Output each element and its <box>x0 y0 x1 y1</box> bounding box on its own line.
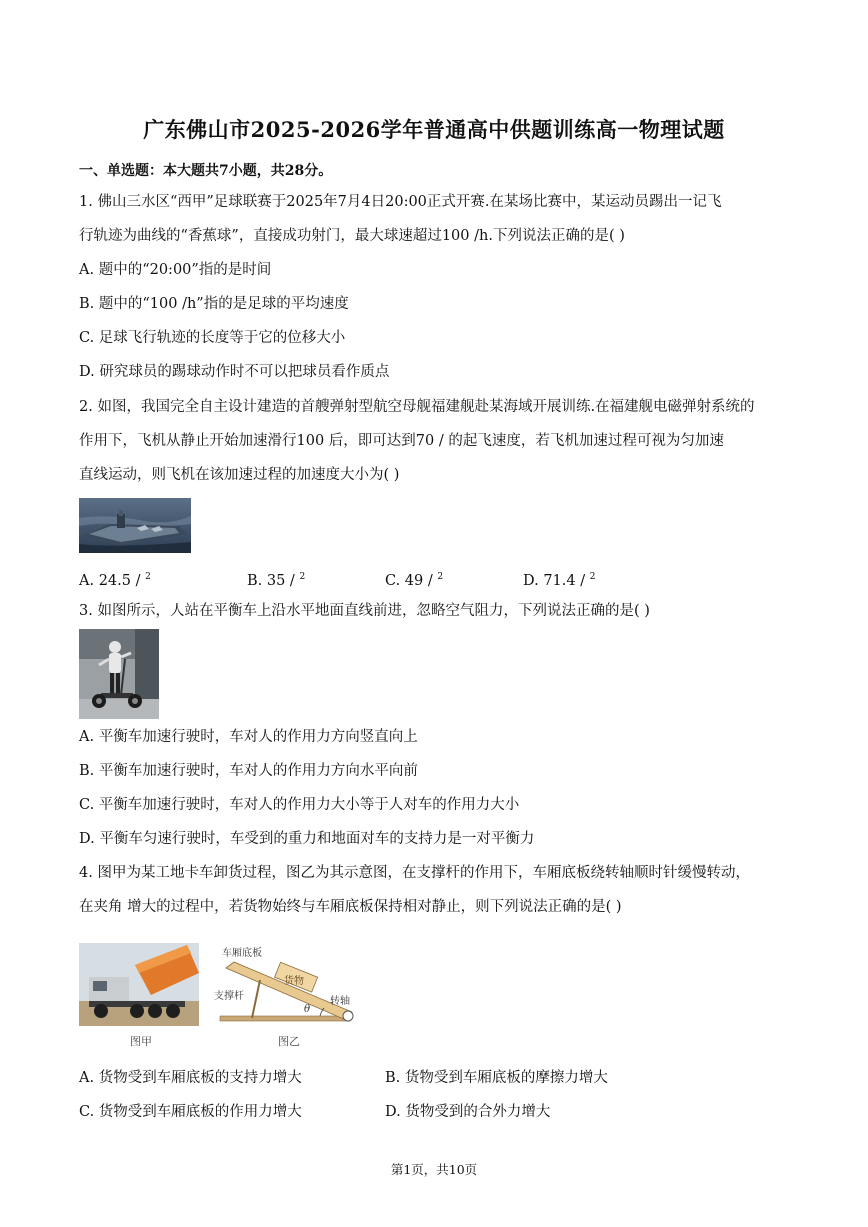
q1-option-d: D. 研究球员的踢球动作时不可以把球员看作质点 <box>79 364 390 380</box>
q4-option-d: D. 货物受到的合外力增大 <box>385 1104 551 1120</box>
q2-option-c-sup: 2 <box>437 572 444 582</box>
q1-option-b: B. 题中的“100 /h”指的是足球的平均速度 <box>79 296 349 312</box>
aircraft-carrier-photo <box>79 498 191 553</box>
page-footer: 第1页，共10页 <box>390 1162 478 1177</box>
q1-stem-line1: 1. 佛山三水区“西甲”足球联赛于2025年7月4日20:00正式开赛.在某场比赛中，某运动员踢出一记飞 <box>79 194 722 210</box>
q4-option-c: C. 货物受到车厢底板的作用力增大 <box>79 1104 302 1120</box>
q4-stem-line1: 4. 图甲为某工地卡车卸货过程，图乙为其示意图，在支撑杆的作用下，车厢底板绕转轴顺时针缓慢转动， <box>79 865 750 881</box>
q3-option-a: A. 平衡车加速行驶时，车对人的作用力方向竖直向上 <box>79 729 418 745</box>
q1-stem-line2: 行轨迹为曲线的“香蕉球”，直接成功射门，最大球速超过100 /h.下列说法正确的是( ) <box>79 228 625 244</box>
section-heading: 一、单选题：本大题共7小题，共28分。 <box>79 163 333 179</box>
balance-scooter-photo <box>79 629 159 719</box>
fig-jia-caption: 图甲 <box>130 1035 152 1048</box>
q2-option-d-text: D. 71.4 / <box>523 573 590 589</box>
dump-truck-photo <box>79 943 199 1026</box>
q2-option-b-text: B. 35 / <box>247 573 300 589</box>
q4-option-b: B. 货物受到车厢底板的摩擦力增大 <box>385 1070 608 1086</box>
q2-option-a <box>79 567 151 591</box>
label-theta: θ <box>304 1004 311 1015</box>
q2-option-b <box>247 567 305 591</box>
q2-stem-line2: 作用下，飞机从静止开始加速滑行100 后，即可达到70 / 的起飞速度，若飞机加速过程可视为匀加速 <box>79 433 724 449</box>
q2-stem-line3: 直线运动，则飞机在该加速过程的加速度大小为( ) <box>79 467 400 483</box>
page-title: 广东佛山市2025-2026学年普通高中供题训练高一物理试题 <box>143 117 725 142</box>
fig-yi-caption: 图乙 <box>278 1035 300 1048</box>
q3-option-b: B. 平衡车加速行驶时，车对人的作用力方向水平向前 <box>79 763 418 779</box>
q2-option-a-sup: 2 <box>145 572 151 582</box>
q2-stem-line1: 2. 如图，我国完全自主设计建造的首艘弹射型航空母舰福建舰赴某海域开展训练.在福建舰电磁弹射系统的 <box>79 399 755 415</box>
label-axis: 转轴 <box>330 996 350 1007</box>
q3-stem: 3. 如图所示，人站在平衡车上沿水平地面直线前进，忽略空气阻力，下列说法正确的是( ) <box>79 603 650 619</box>
label-board: 车厢底板 <box>222 948 262 959</box>
q2-option-c-text: C. 49 / <box>385 573 438 589</box>
q2-option-c <box>385 567 443 591</box>
q2-option-d-sup: 2 <box>589 572 596 582</box>
q3-option-c: C. 平衡车加速行驶时，车对人的作用力大小等于人对车的作用力大小 <box>79 797 520 813</box>
label-rod: 支撑杆 <box>214 991 244 1002</box>
q2-option-d <box>523 567 595 591</box>
label-cargo: 货物 <box>284 976 304 987</box>
q1-option-c: C. 足球飞行轨迹的长度等于它的位移大小 <box>79 330 346 346</box>
q4-option-a: A. 货物受到车厢底板的支持力增大 <box>79 1070 302 1086</box>
q4-stem-line2: 在夹角 增大的过程中，若货物始终与车厢底板保持相对静止，则下列说法正确的是( ) <box>79 899 622 915</box>
q1-option-a: A. 题中的“20:00”指的是时间 <box>79 262 272 278</box>
q3-option-d: D. 平衡车匀速行驶时，车受到的重力和地面对车的支持力是一对平衡力 <box>79 831 535 847</box>
q2-option-b-sup: 2 <box>299 572 306 582</box>
q2-option-a-text: A. 24.5 / <box>79 573 146 589</box>
